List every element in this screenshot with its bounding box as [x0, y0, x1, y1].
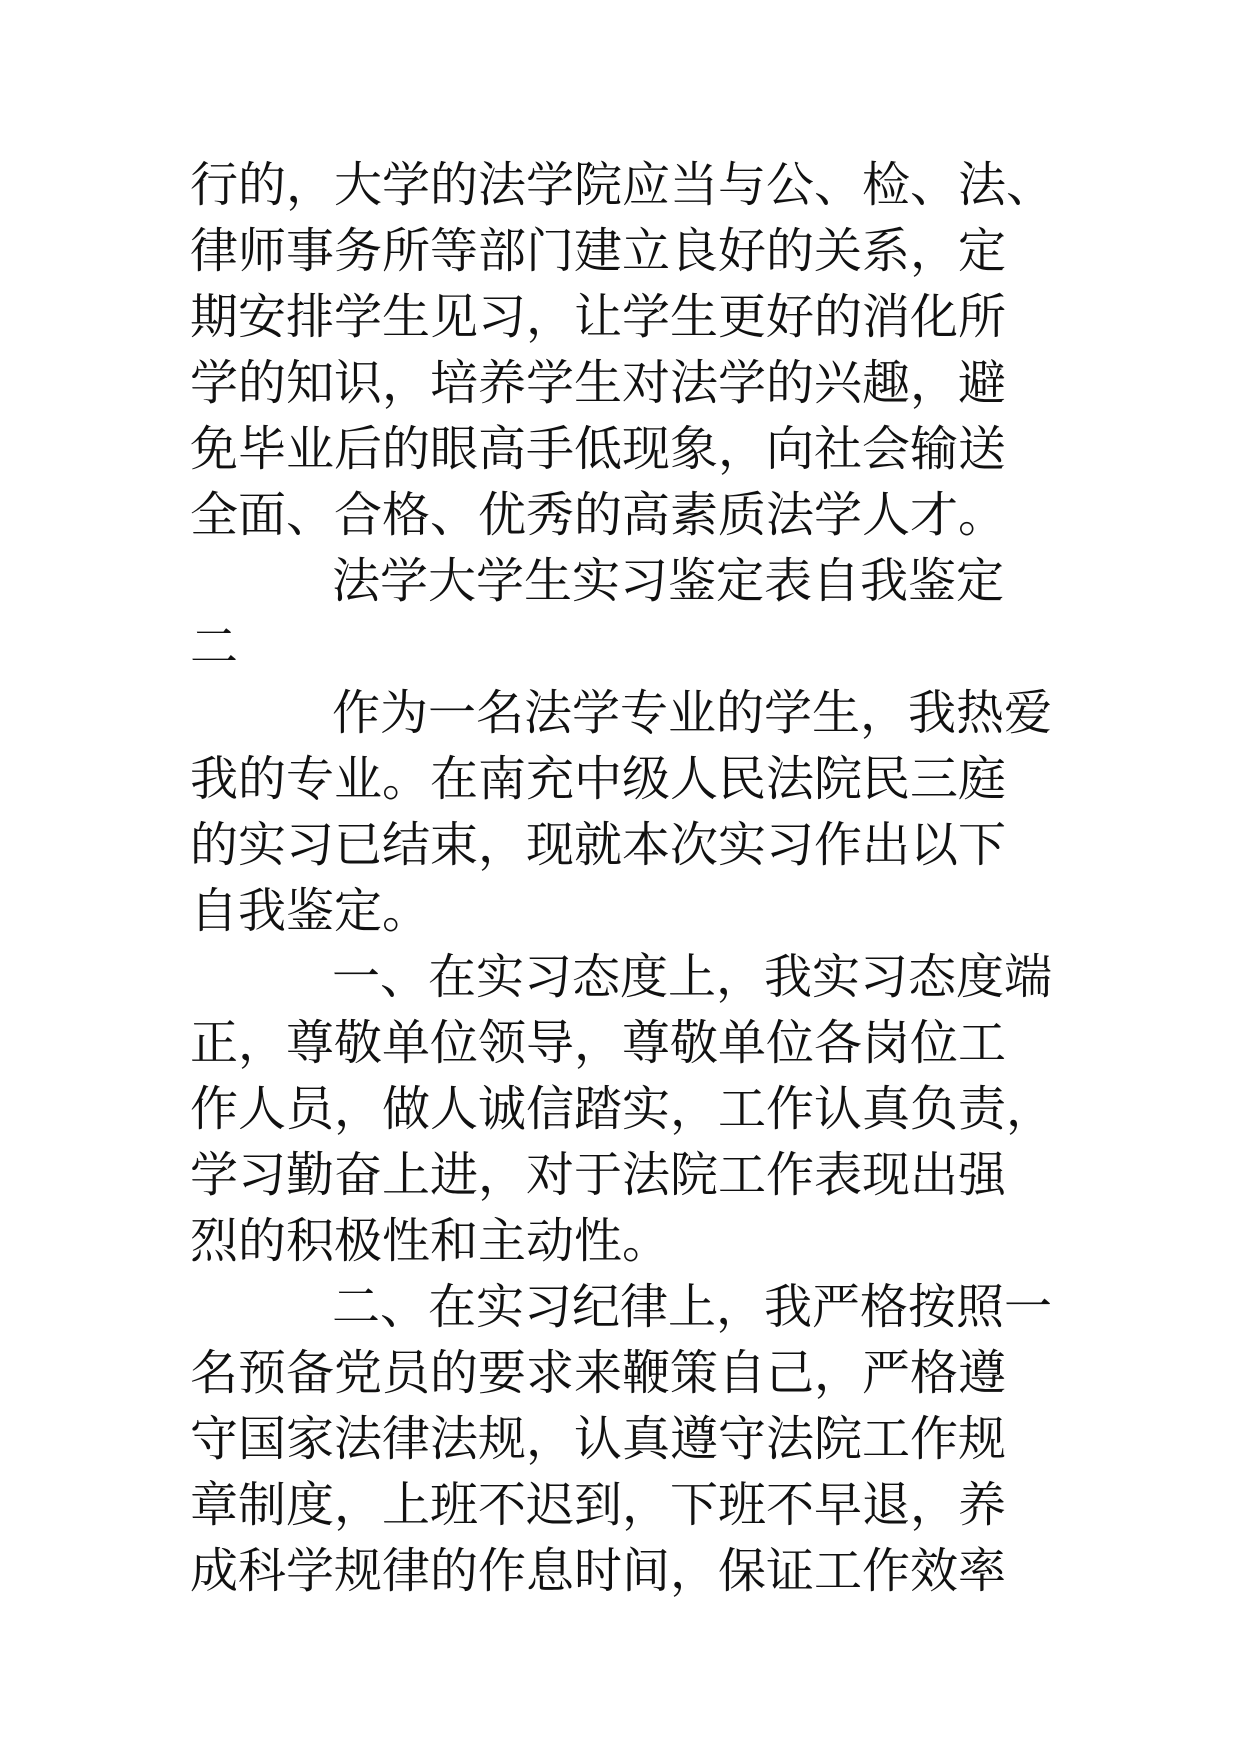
text-line: 免毕业后的眼高手低现象，向社会输送 — [190, 421, 1007, 477]
text-line: 作人员，做人诚信踏实，工作认真负责， — [190, 1081, 1055, 1137]
text-line: 期安排学生见习，让学生更好的消化所 — [190, 289, 1007, 345]
text-line: 学习勤奋上进，对于法院工作表现出强 — [190, 1147, 1007, 1203]
text-line: 章制度，上班不迟到，下班不早退，养 — [190, 1477, 1007, 1533]
text-line: 的实习已结束，现就本次实习作出以下 — [190, 817, 1007, 873]
heading-line: 法学大学生实习鉴定表自我鉴定 — [332, 553, 1005, 609]
text-line: 自我鉴定。 — [190, 883, 431, 939]
section-heading — [190, 548, 1070, 680]
text-line: 二、在实习纪律上，我严格按照一 — [332, 1279, 1053, 1335]
text-line: 成科学规律的作息时间，保证工作效率 — [190, 1543, 1007, 1599]
text-line: 作为一名法学专业的学生，我热爱 — [332, 685, 1053, 741]
heading-line: 二 — [190, 619, 239, 675]
text-line: 我的专业。在南充中级人民法院民三庭 — [190, 751, 1007, 807]
text-line: 律师事务所等部门建立良好的关系，定 — [190, 223, 1007, 279]
text-line: 全面、合格、优秀的高素质法学人才。 — [190, 487, 1007, 543]
paragraph — [190, 944, 1070, 1274]
text-line: 一、在实习态度上，我实习态度端 — [332, 949, 1053, 1005]
paragraph — [190, 152, 1070, 548]
document-page — [190, 152, 1070, 1604]
paragraph — [190, 1274, 1070, 1604]
text-line: 学的知识，培养学生对法学的兴趣，避 — [190, 355, 1007, 411]
text-line: 行的，大学的法学院应当与公、检、法、 — [190, 157, 1055, 213]
text-line: 名预备党员的要求来鞭策自己，严格遵 — [190, 1345, 1007, 1401]
paragraph — [190, 680, 1070, 944]
text-line: 烈的积极性和主动性。 — [190, 1213, 671, 1269]
text-line: 守国家法律法规，认真遵守法院工作规 — [190, 1411, 1007, 1467]
text-line: 正，尊敬单位领导，尊敬单位各岗位工 — [190, 1015, 1007, 1071]
